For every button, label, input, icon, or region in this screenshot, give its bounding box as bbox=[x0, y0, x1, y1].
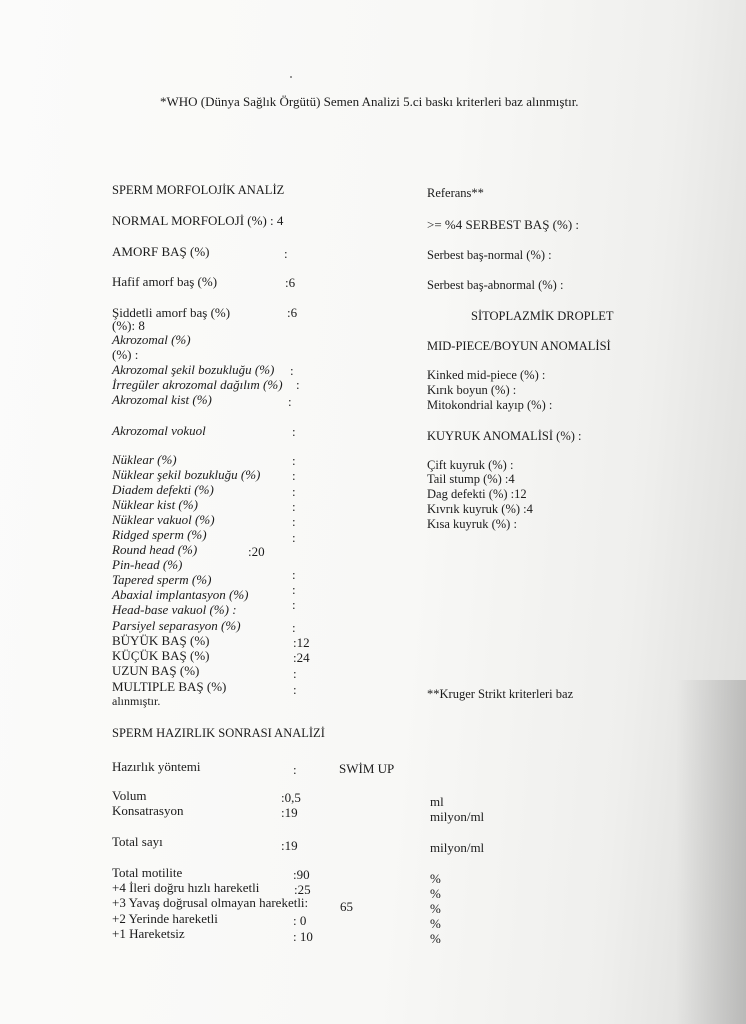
pct-line: (%): 8 bbox=[112, 318, 145, 333]
list-item-value: : bbox=[292, 468, 296, 483]
prep-row-label: +1 Hareketsiz bbox=[112, 926, 185, 941]
prep-row-unit: % bbox=[430, 886, 441, 901]
round-head-label: Round head (%) bbox=[112, 542, 198, 557]
mitokondrial-kayip: Mitokondrial kayıp (%) : bbox=[427, 398, 553, 412]
round-head-value: :20 bbox=[248, 544, 265, 559]
list-item: Abaxial implantasyon (%) bbox=[112, 587, 249, 602]
akrozomal-kist-label: Akrozomal kist (%) bbox=[112, 392, 212, 407]
hafif-amorf-label: Hafif amorf baş (%) bbox=[112, 274, 218, 289]
kirik-boyun: Kırık boyun (%) : bbox=[427, 383, 517, 397]
kucuk-bas-label: KÜÇÜK BAŞ (%) bbox=[112, 648, 210, 663]
list-item-value: : bbox=[292, 597, 296, 612]
method-value: SWİM UP bbox=[339, 761, 395, 776]
prep-row-value: : 0 bbox=[293, 913, 307, 928]
prep-row-value: 65 bbox=[340, 899, 353, 914]
prep-row-unit: % bbox=[430, 871, 441, 886]
list-item: Nüklear kist (%) bbox=[112, 497, 198, 512]
prep-row-label: Konsatrasyon bbox=[112, 803, 184, 818]
serbest-bas: >= %4 SERBEST BAŞ (%) : bbox=[427, 217, 580, 232]
buyuk-bas-label: BÜYÜK BAŞ (%) bbox=[112, 633, 210, 648]
tail-list-item: Kıvrık kuyruk (%) :4 bbox=[427, 502, 533, 516]
kucuk-bas-value: :24 bbox=[293, 650, 310, 665]
sitoplazmik-droplet: SİTOPLAZMİK DROPLET bbox=[471, 309, 614, 323]
alinmistir-text: alınmıştır. bbox=[112, 694, 161, 708]
amorf-value: : bbox=[284, 246, 288, 261]
akrozomal-vokuol-value: : bbox=[292, 424, 296, 439]
prep-row-value: :19 bbox=[281, 838, 298, 853]
list-item-value: : bbox=[292, 582, 296, 597]
prep-row-unit: % bbox=[430, 931, 441, 946]
scan-speck bbox=[290, 76, 292, 78]
siddetli-amorf-value: :6 bbox=[287, 305, 298, 320]
akrozomal-sekil-value: : bbox=[290, 363, 294, 378]
list-item: Diadem defekti (%) bbox=[112, 482, 214, 497]
list-item: Tapered sperm (%) bbox=[112, 572, 212, 587]
midpiece-anomali: MID-PIECE/BOYUN ANOMALİSİ bbox=[427, 339, 611, 353]
akrozomal-pct: (%) : bbox=[112, 347, 139, 362]
prep-row-label: +3 Yavaş doğrusal olmayan hareketli: bbox=[112, 895, 309, 910]
tail-list-item: Kısa kuyruk (%) : bbox=[427, 517, 517, 531]
multiple-bas-label: MULTIPLE BAŞ (%) bbox=[112, 679, 227, 694]
prep-row-value: :0,5 bbox=[281, 790, 301, 805]
tail-list-item: Dag defekti (%) :12 bbox=[427, 487, 527, 501]
prep-row-unit: % bbox=[430, 901, 441, 916]
method-label: Hazırlık yöntemi bbox=[112, 759, 201, 774]
prep-row-label: Volum bbox=[112, 788, 147, 803]
tail-list-item: Tail stump (%) :4 bbox=[427, 472, 515, 486]
uzun-bas-value: : bbox=[293, 666, 297, 681]
list-item-value: : bbox=[292, 484, 296, 499]
amorf-label: AMORF BAŞ (%) bbox=[112, 244, 210, 259]
multiple-bas-value: : bbox=[293, 682, 297, 697]
list-item: Parsiyel separasyon (%) bbox=[112, 618, 241, 633]
list-item: Head-base vakuol (%) : bbox=[112, 602, 237, 617]
serbest-bas-abnormal: Serbest baş-abnormal (%) : bbox=[427, 278, 564, 292]
morphology-title: SPERM MORFOLOJİK ANALİZ bbox=[112, 183, 285, 197]
list-item-value: : bbox=[292, 499, 296, 514]
prep-row-unit: ml bbox=[430, 794, 444, 809]
page-edge-shadow bbox=[676, 680, 746, 1024]
list-item: Pin-head (%) bbox=[112, 557, 183, 572]
list-item-value: : bbox=[292, 453, 296, 468]
preparation-title: SPERM HAZIRLIK SONRASI ANALİZİ bbox=[112, 726, 325, 740]
prep-row-value: : 10 bbox=[293, 929, 313, 944]
irreguler-value: : bbox=[296, 377, 300, 392]
akrozomal-vokuol-label: Akrozomal vokuol bbox=[112, 423, 206, 438]
prep-row-label: Total motilite bbox=[112, 865, 183, 880]
list-item-value: : bbox=[292, 530, 296, 545]
normal-morphology: NORMAL MORFOLOJİ (%) : 4 bbox=[112, 213, 284, 228]
akrozomal-label: Akrozomal (%) bbox=[112, 332, 191, 347]
prep-row-value: :90 bbox=[293, 867, 310, 882]
list-item-value: : bbox=[292, 567, 296, 582]
prep-row-label: +4 İleri doğru hızlı hareketli bbox=[112, 880, 260, 895]
prep-row-unit: milyon/ml bbox=[430, 809, 485, 824]
prep-row-label: +2 Yerinde hareketli bbox=[112, 911, 218, 926]
prep-row-unit: milyon/ml bbox=[430, 840, 485, 855]
list-item-value: : bbox=[292, 620, 296, 635]
list-item: Nüklear (%) bbox=[112, 452, 177, 467]
list-item: Ridged sperm (%) bbox=[112, 527, 207, 542]
list-item: Nüklear şekil bozukluğu (%) bbox=[112, 467, 261, 482]
kruger-note: **Kruger Strikt kriterleri baz bbox=[427, 687, 574, 701]
reference-title: Referans** bbox=[427, 186, 484, 200]
prep-row-value: :19 bbox=[281, 805, 298, 820]
list-item: Nüklear vakuol (%) bbox=[112, 512, 215, 527]
serbest-bas-normal: Serbest baş-normal (%) : bbox=[427, 248, 552, 262]
uzun-bas-label: UZUN BAŞ (%) bbox=[112, 663, 200, 678]
prep-row-unit: % bbox=[430, 916, 441, 931]
method-colon: : bbox=[293, 762, 297, 777]
kinked-midpiece: Kinked mid-piece (%) : bbox=[427, 368, 546, 382]
who-criteria-note: *WHO (Dünya Sağlık Örgütü) Semen Analizi 5.ci baskı kriterleri baz alınmıştır. bbox=[160, 94, 579, 109]
buyuk-bas-value: :12 bbox=[293, 635, 310, 650]
akrozomal-kist-value: : bbox=[288, 394, 292, 409]
kuyruk-anomali: KUYRUK ANOMALİSİ (%) : bbox=[427, 429, 582, 443]
siddetli-amorf-label: Şiddetli amorf baş (%) bbox=[112, 305, 231, 320]
akrozomal-sekil-label: Akrozomal şekil bozukluğu (%) bbox=[112, 362, 275, 377]
prep-row-label: Total sayı bbox=[112, 834, 163, 849]
list-item-value: : bbox=[292, 514, 296, 529]
hafif-amorf-value: :6 bbox=[285, 275, 296, 290]
irreguler-label: İrregüler akrozomal dağılım (%) bbox=[112, 377, 283, 392]
tail-list-item: Çift kuyruk (%) : bbox=[427, 458, 514, 472]
prep-row-value: :25 bbox=[294, 882, 311, 897]
